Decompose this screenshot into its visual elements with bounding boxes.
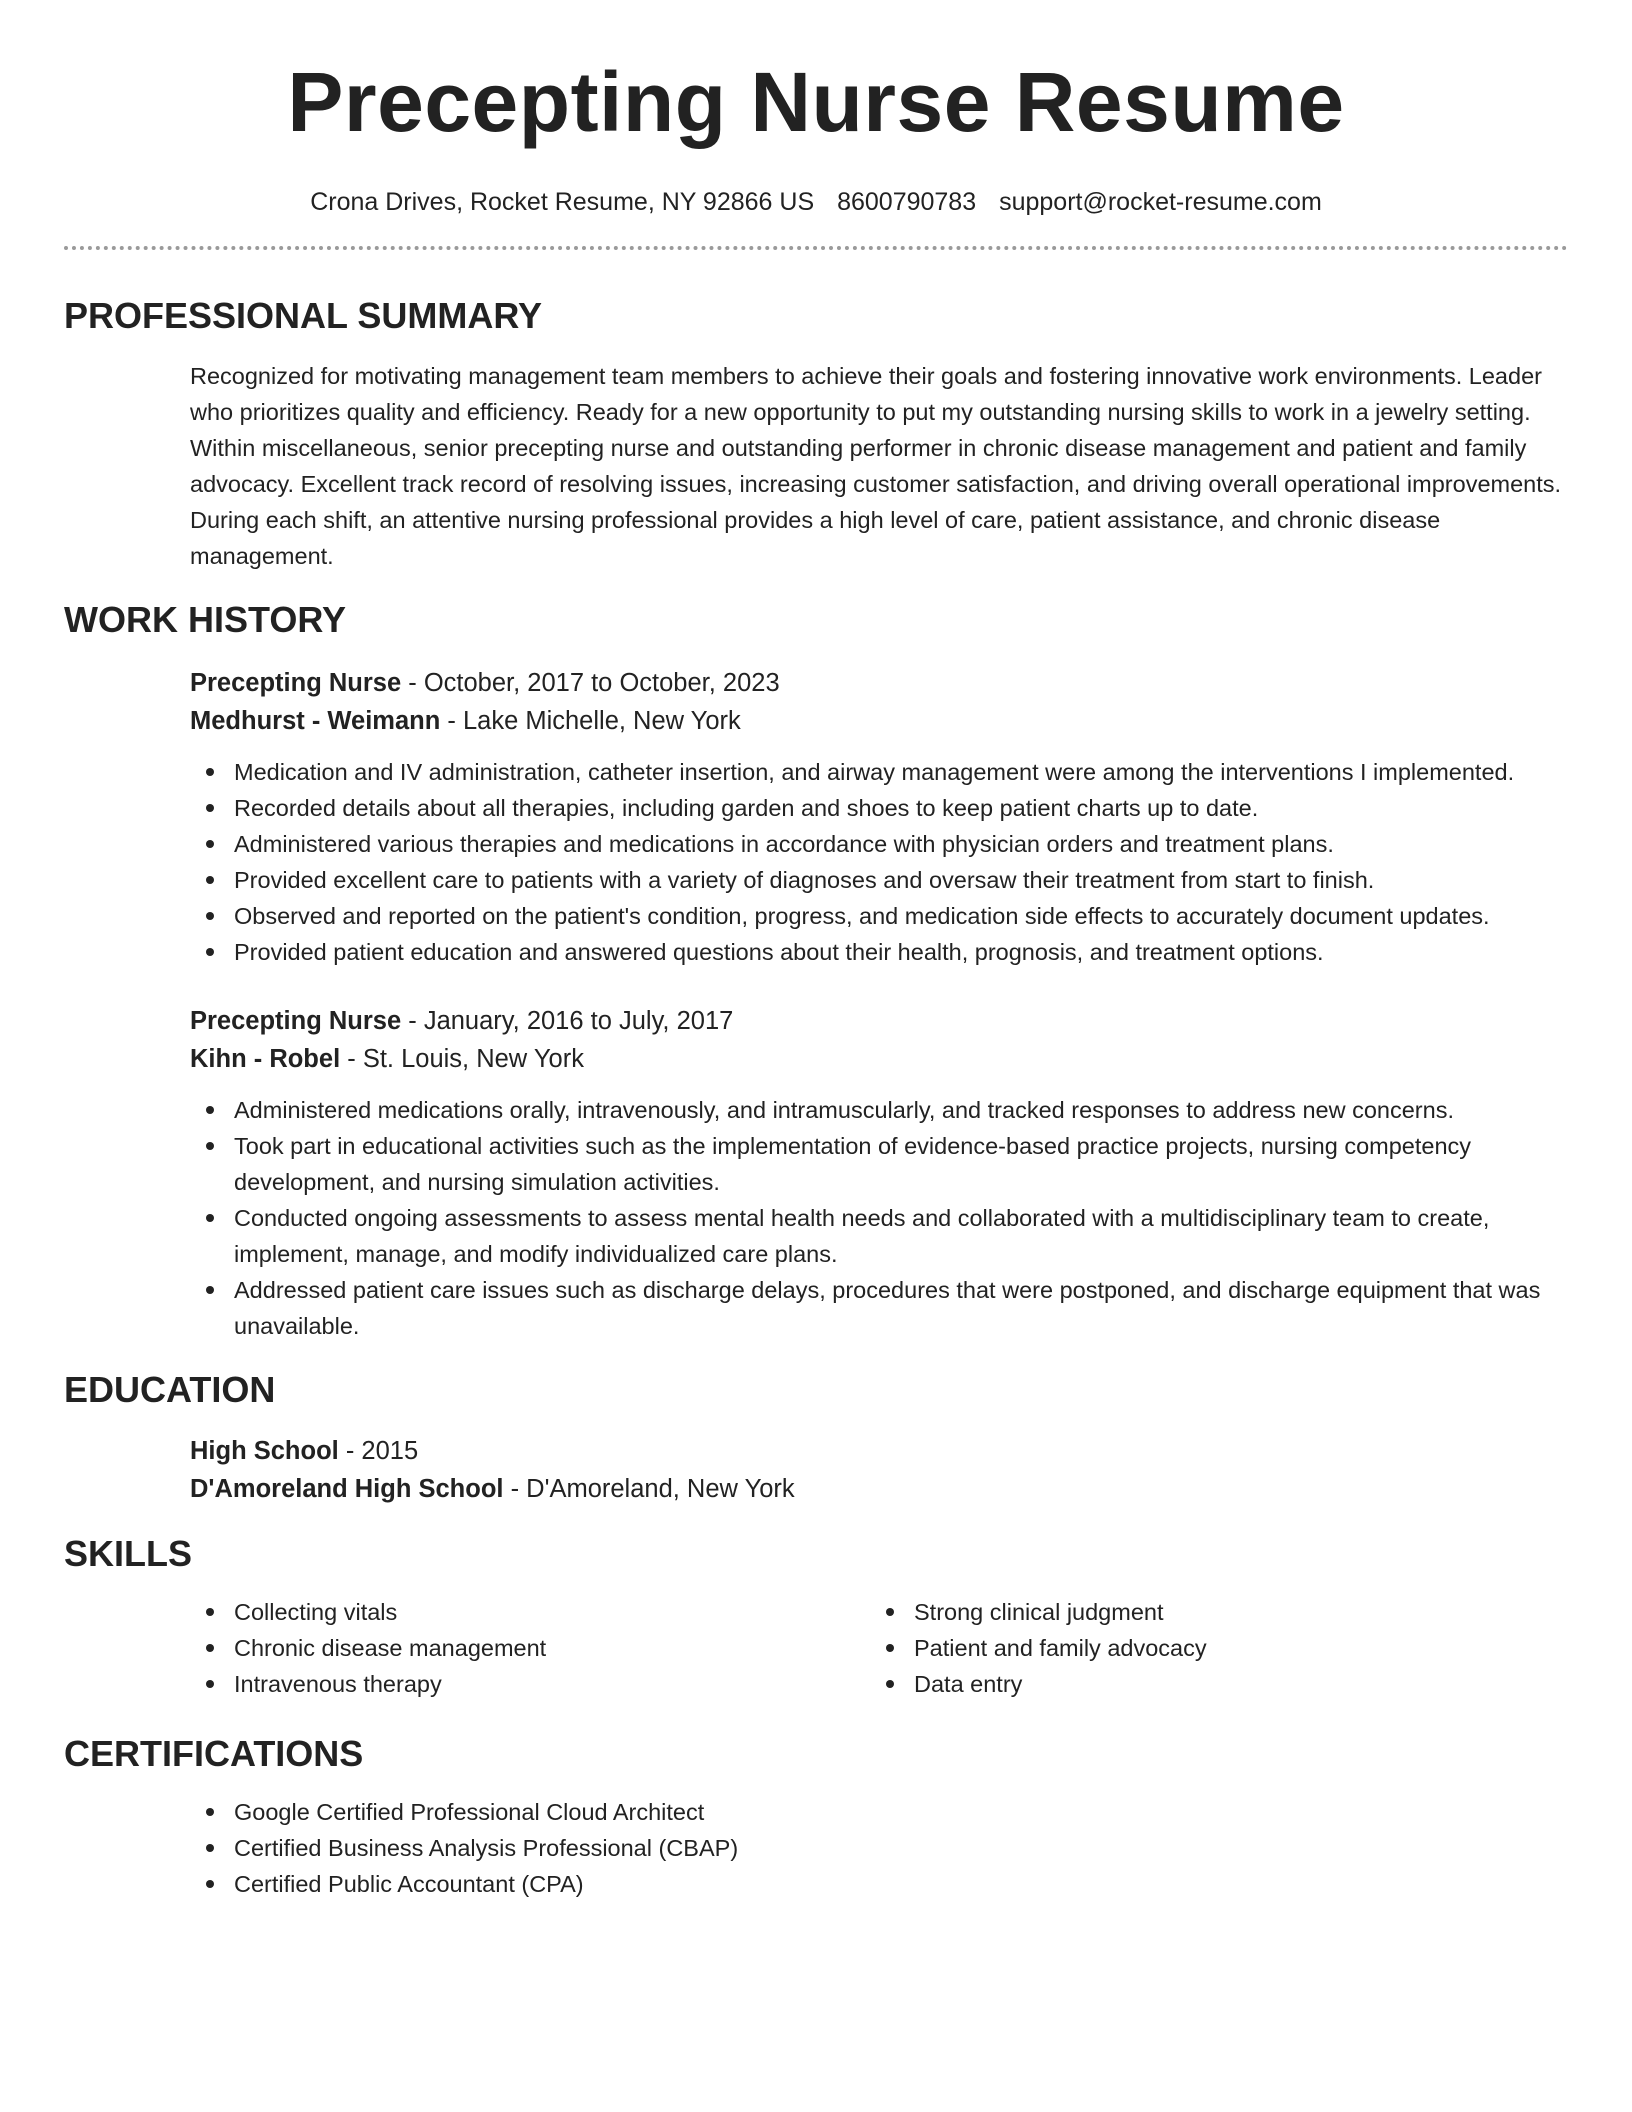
job-entry bbox=[190, 1002, 1568, 1344]
job-bullets bbox=[190, 754, 1568, 970]
job-location: - Lake Michelle, New York bbox=[440, 707, 741, 735]
job-bullet: Administered medications orally, intravenously, and intramuscularly, and tracked responses to address new concerns. bbox=[190, 1092, 1568, 1128]
job-entry bbox=[190, 664, 1568, 970]
education-school: D'Amoreland High School bbox=[190, 1475, 504, 1503]
job-title: Precepting Nurse bbox=[190, 1007, 402, 1035]
job-bullet: Provided excellent care to patients with a variety of diagnoses and oversaw their treatment from start to finish. bbox=[190, 862, 1568, 898]
job-location: - St. Louis, New York bbox=[340, 1045, 584, 1073]
resume-title: Precepting Nurse Resume bbox=[287, 55, 1345, 149]
skill-item: Intravenous therapy bbox=[190, 1666, 870, 1702]
job-bullet: Observed and reported on the patient's condition, progress, and medication side effects to accurately document updates. bbox=[190, 898, 1568, 934]
summary-text: Recognized for motivating management team members to achieve their goals and fostering innovative work environments. Leader who prioritizes quality and efficiency. Ready for a new opportunity to put my outstanding nursing skills to work in a jewelry setting. Within miscellaneous, senior precepting nurse and outstanding performer in chronic disease management and patient and family advocacy. Excellent track record of resolving issues, increasing customer satisfaction, and driving overall operational improvements. During each shift, an attentive nursing professional provides a high level of care, patient assistance, and chronic disease management. bbox=[190, 363, 1562, 569]
education-year: - 2015 bbox=[338, 1437, 419, 1465]
job-company-line bbox=[190, 702, 1568, 740]
certifications-list bbox=[190, 1794, 1568, 1902]
contact-phone: 8600790783 bbox=[837, 188, 977, 216]
education-location: - D'Amoreland, New York bbox=[503, 1475, 795, 1503]
job-company: Medhurst - Weimann bbox=[190, 707, 441, 735]
job-title-line bbox=[190, 1002, 1568, 1040]
skills-heading: SKILLS bbox=[64, 1533, 193, 1574]
education-degree: High School bbox=[190, 1437, 339, 1465]
certifications-heading: CERTIFICATIONS bbox=[64, 1733, 364, 1774]
skill-item: Chronic disease management bbox=[190, 1630, 870, 1666]
job-company-line bbox=[190, 1040, 1568, 1078]
header-divider bbox=[64, 246, 1568, 250]
skills-list-left bbox=[190, 1594, 870, 1702]
skill-item: Data entry bbox=[870, 1666, 1568, 1702]
education-heading: EDUCATION bbox=[64, 1369, 276, 1410]
job-title-line bbox=[190, 664, 1568, 702]
certification-item: Certified Public Accountant (CPA) bbox=[190, 1866, 1568, 1902]
education-school-line bbox=[190, 1470, 1568, 1508]
job-bullet: Addressed patient care issues such as discharge delays, procedures that were postponed, and discharge equipment that was unavailable. bbox=[190, 1272, 1568, 1344]
skill-item: Strong clinical judgment bbox=[870, 1594, 1568, 1630]
summary-section bbox=[190, 358, 1568, 574]
contact-address: Crona Drives, Rocket Resume, NY 92866 US bbox=[310, 188, 815, 216]
certifications-section bbox=[190, 1794, 1568, 1902]
certification-item: Certified Business Analysis Professional (CBAP) bbox=[190, 1830, 1568, 1866]
skills-list-right bbox=[870, 1594, 1568, 1702]
contact-email: support@rocket-resume.com bbox=[999, 188, 1322, 216]
job-bullet: Conducted ongoing assessments to assess mental health needs and collaborated with a multidisciplinary team to create, implement, manage, and modify individualized care plans. bbox=[190, 1200, 1568, 1272]
education-section bbox=[190, 1432, 1568, 1508]
skills-grid bbox=[190, 1594, 1568, 1702]
job-bullet: Administered various therapies and medications in accordance with physician orders and treatment plans. bbox=[190, 826, 1568, 862]
job-dates: - January, 2016 to July, 2017 bbox=[401, 1007, 734, 1035]
job-bullet: Provided patient education and answered questions about their health, prognosis, and treatment options. bbox=[190, 934, 1568, 970]
job-company: Kihn - Robel bbox=[190, 1045, 341, 1073]
skill-item: Patient and family advocacy bbox=[870, 1630, 1568, 1666]
job-bullet: Medication and IV administration, catheter insertion, and airway management were among the interventions I implemented. bbox=[190, 754, 1568, 790]
work-history-section bbox=[190, 664, 1568, 1344]
certification-item: Google Certified Professional Cloud Architect bbox=[190, 1794, 1568, 1830]
job-dates: - October, 2017 to October, 2023 bbox=[401, 669, 780, 697]
work-history-heading: WORK HISTORY bbox=[64, 599, 347, 640]
summary-heading: PROFESSIONAL SUMMARY bbox=[64, 295, 543, 336]
job-bullet: Took part in educational activities such as the implementation of evidence-based practice projects, nursing competency development, and nursing simulation activities. bbox=[190, 1128, 1568, 1200]
education-degree-line bbox=[190, 1432, 1568, 1470]
job-title: Precepting Nurse bbox=[190, 669, 402, 697]
skills-section bbox=[190, 1594, 1568, 1702]
skill-item: Collecting vitals bbox=[190, 1594, 870, 1630]
contact-line bbox=[64, 186, 1568, 218]
job-bullet: Recorded details about all therapies, including garden and shoes to keep patient charts up to date. bbox=[190, 790, 1568, 826]
job-bullets bbox=[190, 1092, 1568, 1344]
